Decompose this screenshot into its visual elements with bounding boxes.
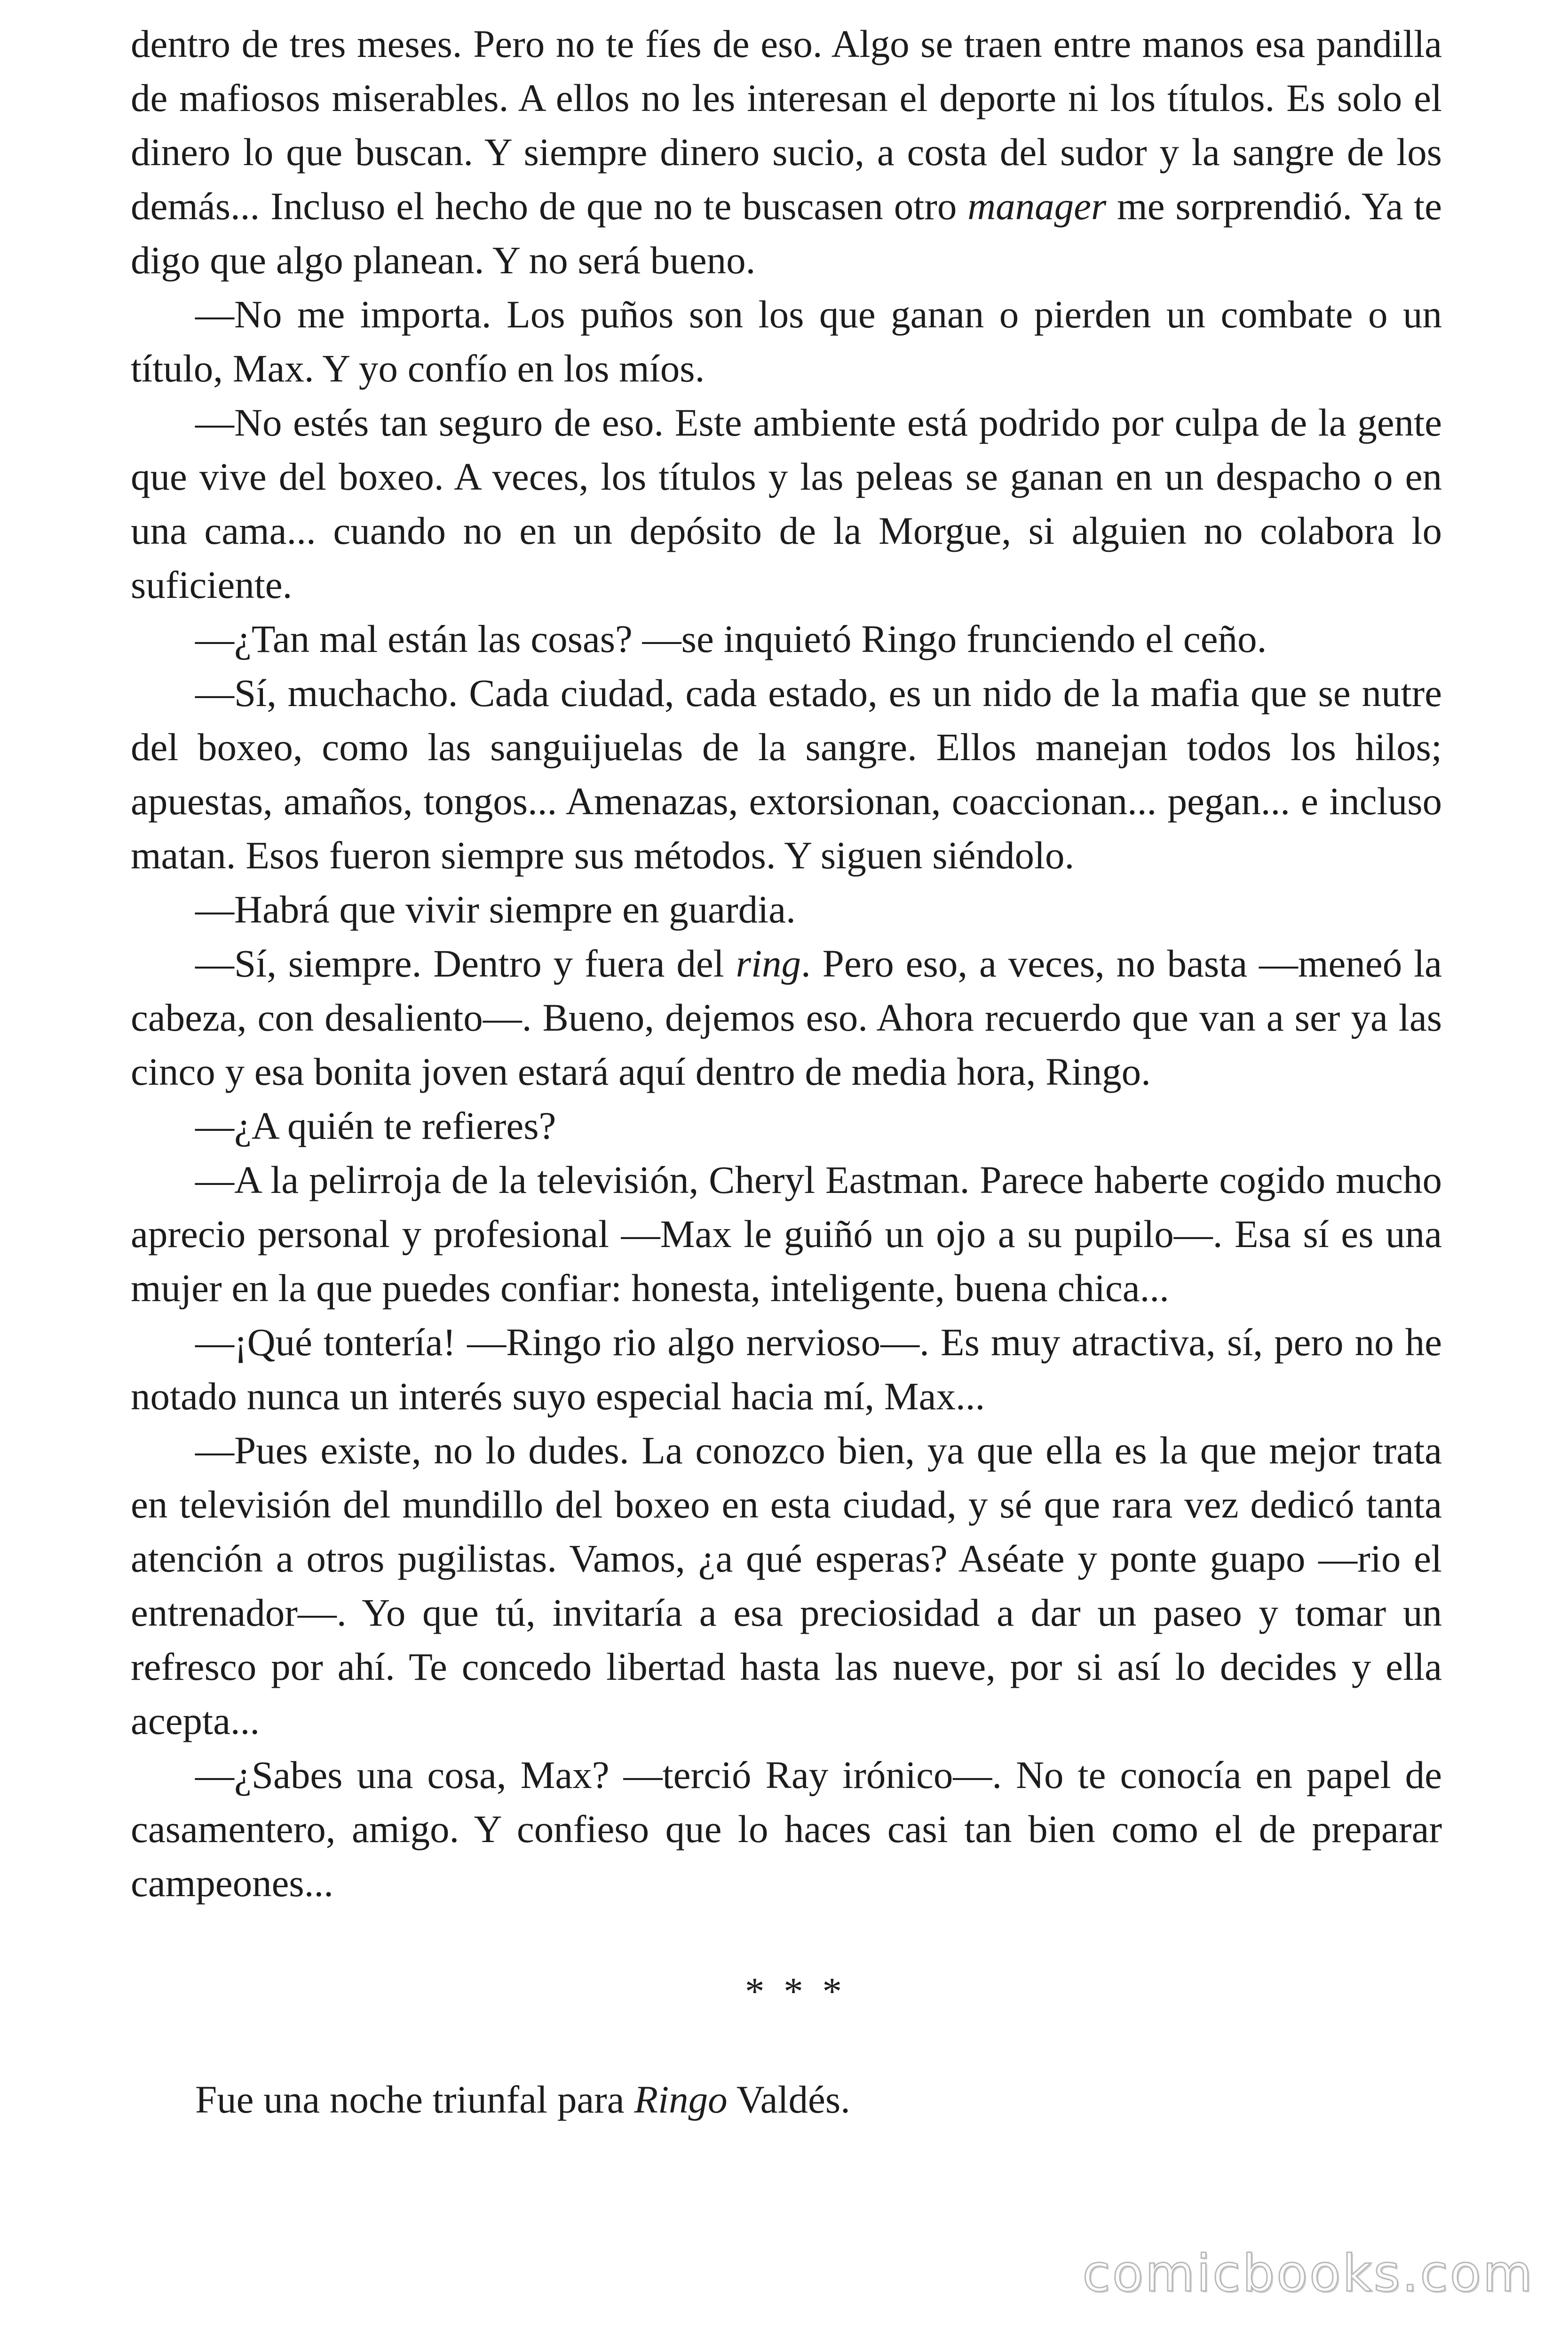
- text-segment: dentro de tres meses. Pero no te fíes de eso. Algo se traen entre manos esa pandilla de mafiosos miserables. A ellos no les interesan el deporte ni los títulos. Es solo el dinero lo que buscan. Y siempre dinero sucio, a costa del sudor y la sangre de los demás... Incluso el hecho de que no te buscasen otro: [131, 22, 1442, 228]
- paragraph: [131, 17, 1442, 287]
- closing-paragraph: [131, 2073, 1442, 2127]
- paragraph: [131, 1099, 1442, 1153]
- paragraph: [131, 1153, 1442, 1315]
- text-segment: me sorprendió. Ya te digo que algo planean. Y no será bueno.: [131, 184, 1442, 282]
- text-segment: Valdés.: [727, 2078, 850, 2121]
- paragraph: [131, 1423, 1442, 1748]
- text-segment: Fue una noche triunfal para: [195, 2078, 634, 2121]
- text-segment: —Sí, muchacho. Cada ciudad, cada estado, es un nido de la mafia que se nutre del boxeo, como las sanguijuelas de la sangre. Ellos manejan todos los hilos; apuestas, amaños, tongos... Amenazas, extorsionan, coaccionan... pegan... e incluso matan. Esos fueron siempre sus métodos. Y siguen siéndolo.: [131, 671, 1442, 877]
- text-segment: —¡Qué tontería! —Ringo rio algo nervioso—. Es muy atractiva, sí, pero no he notado nunca un interés suyo especial hacia mí, Max...: [131, 1320, 1442, 1418]
- italic-text-segment: ring: [736, 942, 801, 985]
- text-segment: —No estés tan seguro de eso. Este ambiente está podrido por culpa de la gente que vive del boxeo. A veces, los títulos y las peleas se ganan en un despacho o en una cama... cuando no en un depósito de la Morgue, si alguien no colabora lo suficiente.: [131, 401, 1442, 606]
- text-segment: —No me importa. Los puños son los que ganan o pierden un combate o un título, Max. Y yo confío en los míos.: [131, 293, 1442, 390]
- book-page: [131, 17, 1442, 2127]
- text-segment: . Pero eso, a veces, no basta —meneó la cabeza, con desaliento—. Bueno, dejemos eso. Ahora recuerdo que van a ser ya las cinco y esa bonita joven estará aquí dentro de media hora, Ringo.: [131, 942, 1442, 1093]
- text-segment: —A la pelirroja de la televisión, Cheryl Eastman. Parece haberte cogido mucho aprecio personal y profesional —Max le guiñó un ojo a su pupilo—. Esa sí es una mujer en la que puedes confiar: honesta, inteligente, buena chica...: [131, 1158, 1442, 1310]
- body-text: [131, 17, 1442, 1910]
- paragraph: [131, 1748, 1442, 1910]
- paragraph: [131, 612, 1442, 666]
- text-segment: —¿A quién te refieres?: [195, 1104, 556, 1147]
- text-segment: —¿Tan mal están las cosas? —se inquietó Ringo frunciendo el ceño.: [195, 617, 1267, 660]
- paragraph: [131, 666, 1442, 882]
- text-segment: —Sí, siempre. Dentro y fuera del: [195, 942, 736, 985]
- section-separator: * * *: [745, 1970, 847, 2013]
- text-segment: —¿Sabes una cosa, Max? —terció Ray irónico—. No te conocía en papel de casamentero, amigo. Y confieso que lo haces casi tan bien como el de preparar campeones...: [131, 1753, 1442, 1905]
- watermark-text: comicbooks.com: [1082, 2244, 1534, 2303]
- paragraph: [131, 287, 1442, 396]
- text-segment: —Pues existe, no lo dudes. La conozco bien, ya que ella es la que mejor trata en televisión del mundillo del boxeo en esta ciudad, y sé que rara vez dedicó tanta atención a otros pugilistas. Vamos, ¿a qué esperas? Aséate y ponte guapo —rio el entrenador—. Yo que tú, invitaría a esa preciosidad a dar un paseo y tomar un refresco por ahí. Te concedo libertad hasta las nueve, por si así lo decides y ella acepta...: [131, 1429, 1442, 1742]
- text-segment: —Habrá que vivir siempre en guardia.: [195, 888, 796, 931]
- italic-text-segment: Ringo: [634, 2078, 728, 2121]
- italic-text-segment: manager: [967, 184, 1107, 228]
- paragraph: [131, 937, 1442, 1099]
- paragraph: [131, 882, 1442, 937]
- paragraph: [131, 396, 1442, 612]
- paragraph: [131, 1315, 1442, 1423]
